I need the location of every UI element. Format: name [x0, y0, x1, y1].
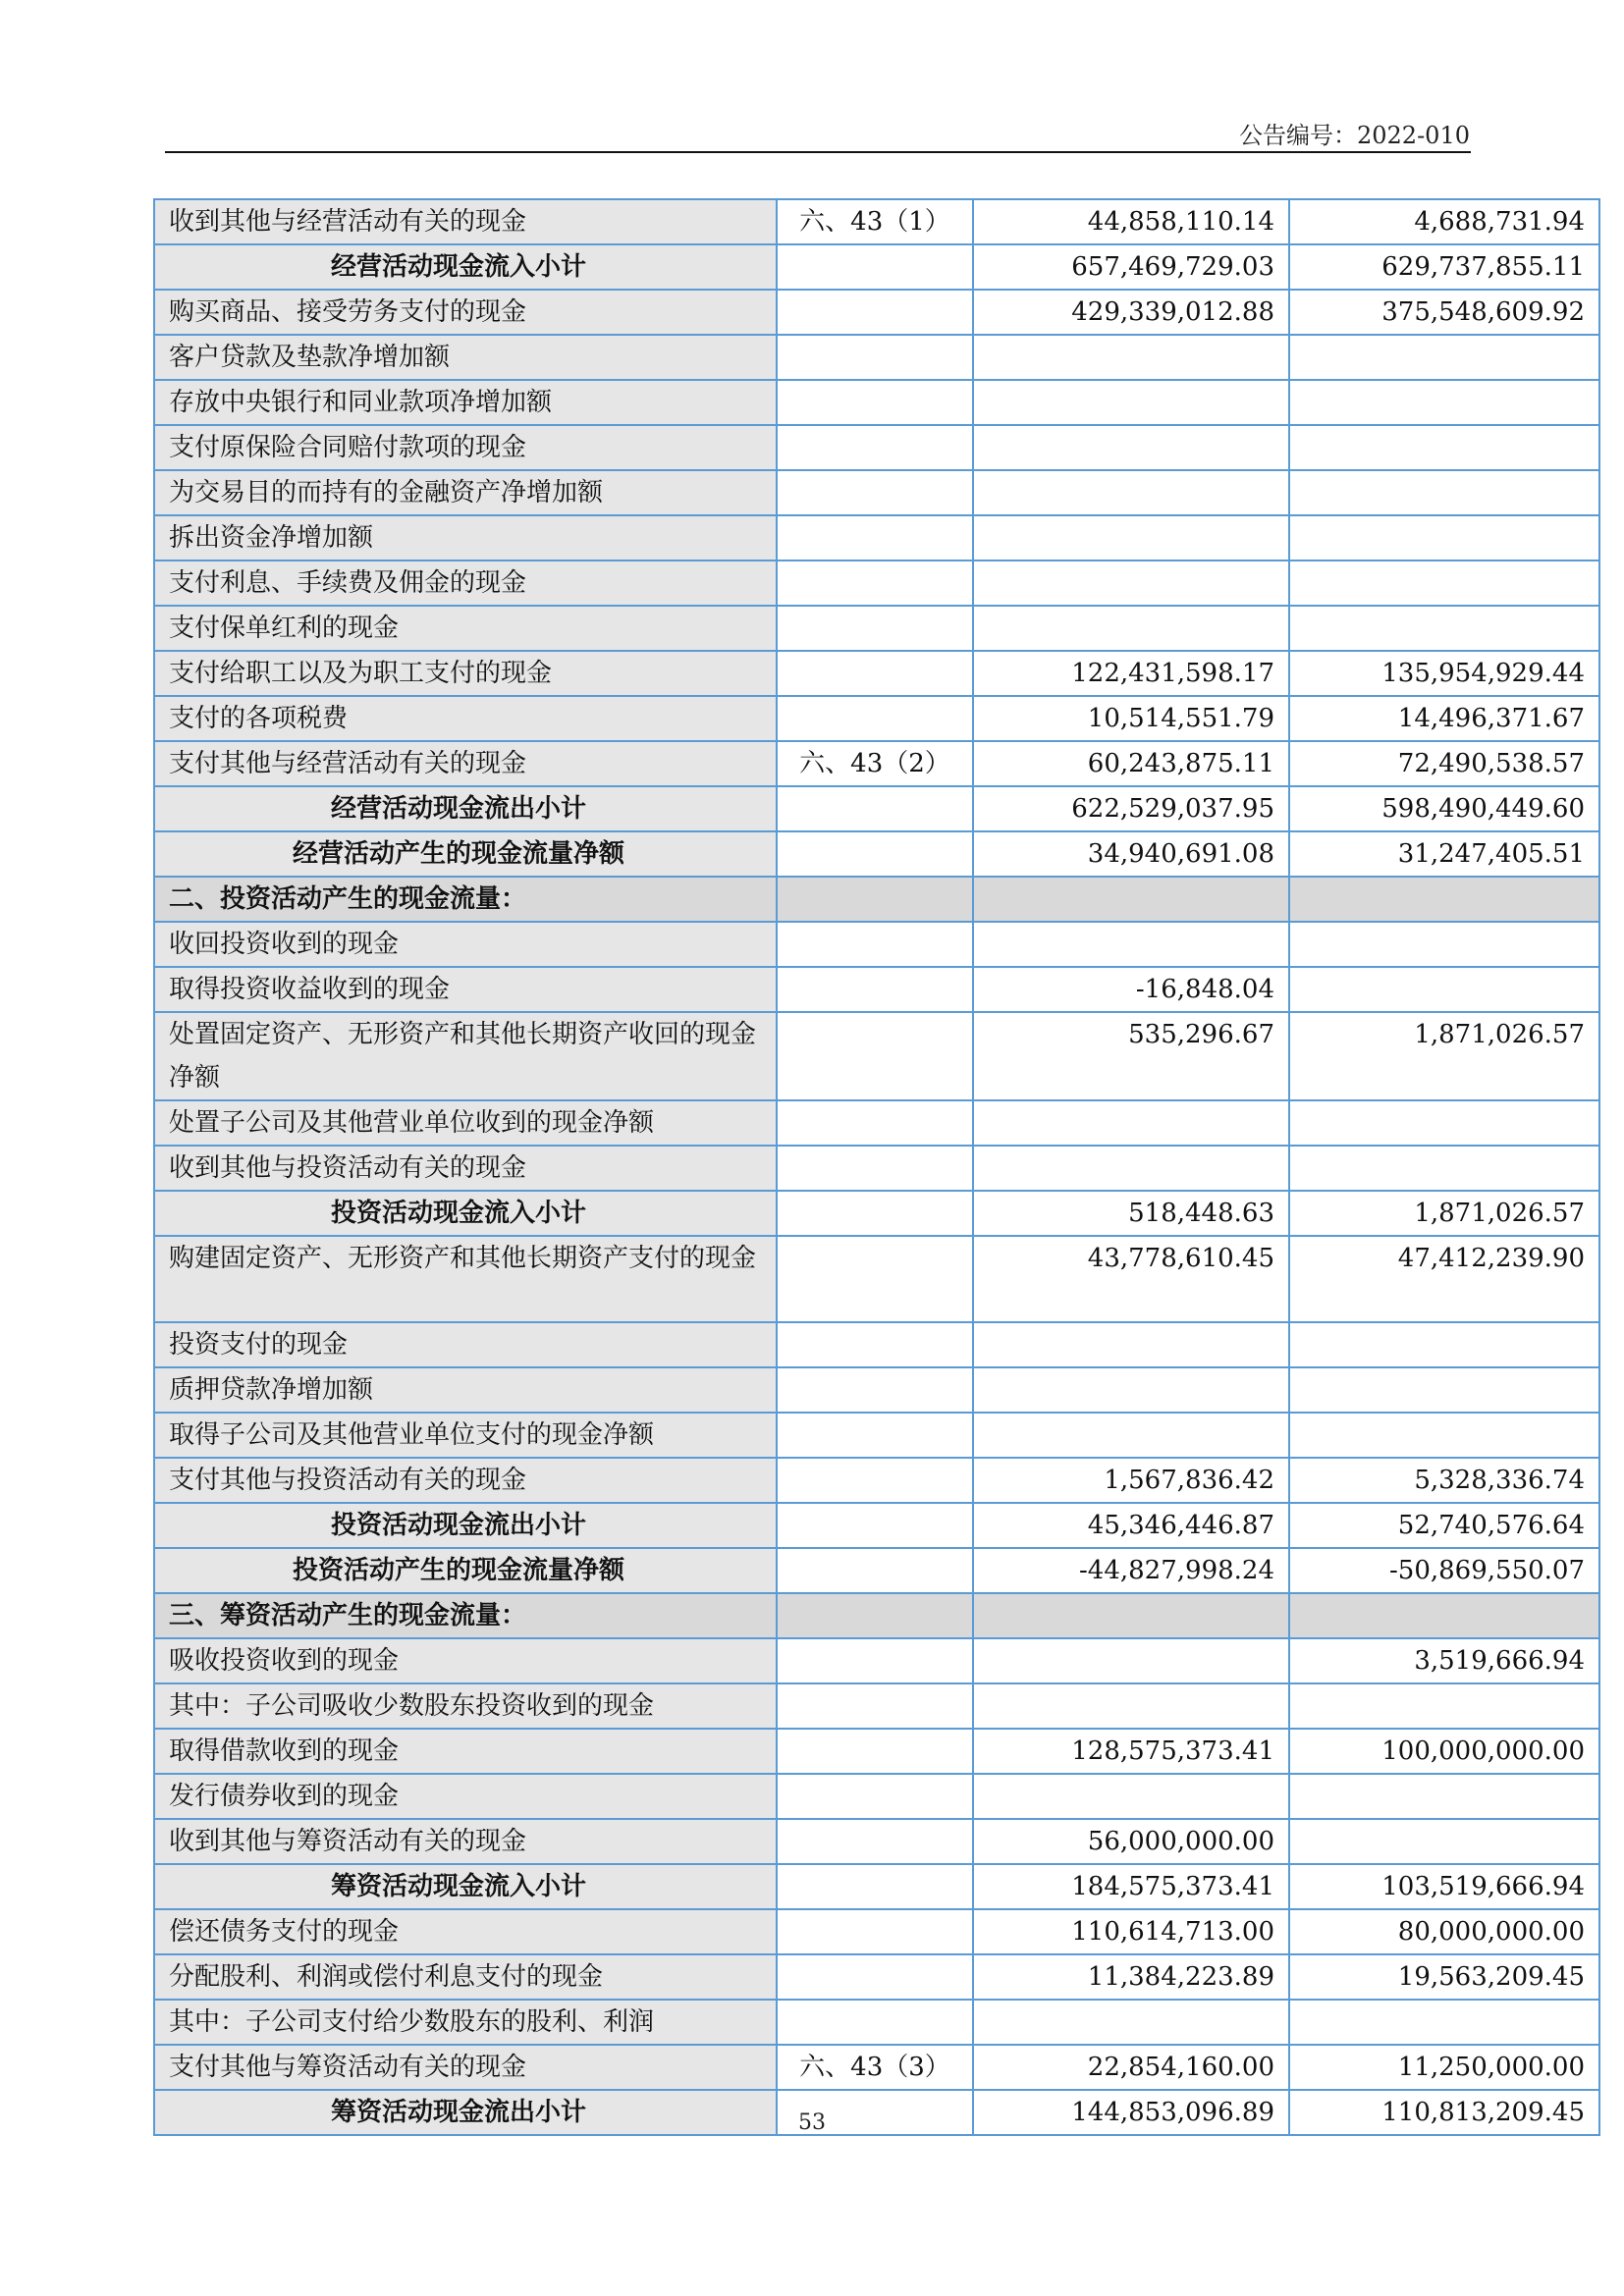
- table-row: [154, 380, 1599, 425]
- previous-period-cell: [1289, 2000, 1599, 2045]
- table-row: [154, 2045, 1599, 2090]
- note-cell: [777, 1819, 973, 1864]
- subtotal-row: [154, 244, 1599, 290]
- current-period-cell: [973, 1593, 1289, 1638]
- item-cell: 收到其他与筹资活动有关的现金: [154, 1819, 777, 1864]
- table-row: [154, 515, 1599, 561]
- note-cell: [777, 1954, 973, 2000]
- item-cell: 吸收投资收到的现金: [154, 1638, 777, 1683]
- current-period-cell: [973, 606, 1289, 651]
- table-row: [154, 470, 1599, 515]
- current-period-cell: 11,384,223.89: [973, 1954, 1289, 2000]
- table-row: [154, 335, 1599, 380]
- note-cell: [777, 1146, 973, 1191]
- item-cell: 支付保单红利的现金: [154, 606, 777, 651]
- previous-period-cell: [1289, 1683, 1599, 1729]
- announcement-number: 公告编号：2022-010: [1239, 122, 1470, 149]
- previous-period-cell: 11,250,000.00: [1289, 2045, 1599, 2090]
- current-period-cell: -44,827,998.24: [973, 1548, 1289, 1593]
- previous-period-cell: [1289, 877, 1599, 922]
- current-period-cell: 45,346,446.87: [973, 1503, 1289, 1548]
- table-row: [154, 561, 1599, 606]
- previous-period-cell: [1289, 1774, 1599, 1819]
- current-period-cell: 44,858,110.14: [973, 199, 1289, 244]
- current-period-cell: [973, 1683, 1289, 1729]
- previous-period-cell: 4,688,731.94: [1289, 199, 1599, 244]
- table-row: [154, 1367, 1599, 1413]
- note-cell: [777, 967, 973, 1012]
- table-row: [154, 696, 1599, 741]
- table-row: [154, 1909, 1599, 1954]
- previous-period-cell: [1289, 425, 1599, 470]
- current-period-cell: [973, 561, 1289, 606]
- item-cell: 投资活动现金流出小计: [154, 1503, 777, 1548]
- previous-period-cell: [1289, 1819, 1599, 1864]
- previous-period-cell: -50,869,550.07: [1289, 1548, 1599, 1593]
- item-cell: 购买商品、接受劳务支付的现金: [154, 290, 777, 335]
- note-cell: [777, 290, 973, 335]
- current-period-cell: [973, 1322, 1289, 1367]
- item-cell: 处置固定资产、无形资产和其他长期资产收回的现金净额: [154, 1012, 777, 1100]
- current-period-cell: [973, 1638, 1289, 1683]
- subtotal-row: [154, 831, 1599, 877]
- previous-period-cell: [1289, 922, 1599, 967]
- item-cell: 支付原保险合同赔付款项的现金: [154, 425, 777, 470]
- item-cell: 处置子公司及其他营业单位收到的现金净额: [154, 1100, 777, 1146]
- note-cell: [777, 922, 973, 967]
- item-cell: 存放中央银行和同业款项净增加额: [154, 380, 777, 425]
- current-period-cell: [973, 1100, 1289, 1146]
- note-cell: [777, 1774, 973, 1819]
- current-period-cell: [973, 922, 1289, 967]
- item-cell: 取得投资收益收到的现金: [154, 967, 777, 1012]
- item-cell: 支付利息、手续费及佣金的现金: [154, 561, 777, 606]
- item-cell: 其中：子公司吸收少数股东投资收到的现金: [154, 1683, 777, 1729]
- table-row: [154, 1458, 1599, 1503]
- current-period-cell: 122,431,598.17: [973, 651, 1289, 696]
- note-cell: [777, 335, 973, 380]
- current-period-cell: [973, 380, 1289, 425]
- item-cell: 三、筹资活动产生的现金流量：: [154, 1593, 777, 1638]
- previous-period-cell: 1,871,026.57: [1289, 1191, 1599, 1236]
- note-cell: [777, 651, 973, 696]
- note-cell: [777, 425, 973, 470]
- note-cell: 六、43（1）: [777, 199, 973, 244]
- previous-period-cell: [1289, 380, 1599, 425]
- subtotal-row: [154, 1864, 1599, 1909]
- current-period-cell: 34,940,691.08: [973, 831, 1289, 877]
- current-period-cell: [973, 877, 1289, 922]
- note-cell: [777, 696, 973, 741]
- previous-period-cell: [1289, 1413, 1599, 1458]
- previous-period-cell: [1289, 1100, 1599, 1146]
- table-row: [154, 1774, 1599, 1819]
- previous-period-cell: 375,548,609.92: [1289, 290, 1599, 335]
- current-period-cell: [973, 425, 1289, 470]
- cash-flow-table-body: [154, 199, 1599, 2135]
- previous-period-cell: [1289, 335, 1599, 380]
- previous-period-cell: 47,412,239.90: [1289, 1236, 1599, 1322]
- previous-period-cell: 110,813,209.45: [1289, 2090, 1599, 2135]
- table-row: [154, 1146, 1599, 1191]
- table-row: [154, 2000, 1599, 2045]
- current-period-cell: 429,339,012.88: [973, 290, 1289, 335]
- table-row: [154, 425, 1599, 470]
- note-cell: [777, 1100, 973, 1146]
- previous-period-cell: [1289, 561, 1599, 606]
- current-period-cell: [973, 515, 1289, 561]
- note-cell: [777, 831, 973, 877]
- table-row: [154, 967, 1599, 1012]
- previous-period-cell: 5,328,336.74: [1289, 1458, 1599, 1503]
- current-period-cell: 535,296.67: [973, 1012, 1289, 1100]
- item-cell: 投资活动产生的现金流量净额: [154, 1548, 777, 1593]
- previous-period-cell: 72,490,538.57: [1289, 741, 1599, 786]
- note-cell: [777, 1191, 973, 1236]
- table-row: [154, 1012, 1599, 1100]
- note-cell: [777, 2000, 973, 2045]
- item-cell: 收回投资收到的现金: [154, 922, 777, 967]
- note-cell: [777, 380, 973, 425]
- previous-period-cell: [1289, 470, 1599, 515]
- current-period-cell: 128,575,373.41: [973, 1729, 1289, 1774]
- note-cell: [777, 1909, 973, 1954]
- table-row: [154, 1322, 1599, 1367]
- note-cell: [777, 1503, 973, 1548]
- section-header-row: [154, 877, 1599, 922]
- item-cell: 经营活动产生的现金流量净额: [154, 831, 777, 877]
- subtotal-row: [154, 1503, 1599, 1548]
- table-row: [154, 651, 1599, 696]
- current-period-cell: [973, 335, 1289, 380]
- table-row: [154, 741, 1599, 786]
- note-cell: 六、43（2）: [777, 741, 973, 786]
- item-cell: 收到其他与投资活动有关的现金: [154, 1146, 777, 1191]
- previous-period-cell: [1289, 1322, 1599, 1367]
- previous-period-cell: [1289, 1146, 1599, 1191]
- item-cell: 客户贷款及垫款净增加额: [154, 335, 777, 380]
- note-cell: [777, 561, 973, 606]
- note-cell: [777, 1593, 973, 1638]
- item-cell: 支付给职工以及为职工支付的现金: [154, 651, 777, 696]
- item-cell: 购建固定资产、无形资产和其他长期资产支付的现金: [154, 1236, 777, 1322]
- current-period-cell: 657,469,729.03: [973, 244, 1289, 290]
- current-period-cell: 518,448.63: [973, 1191, 1289, 1236]
- note-cell: [777, 1458, 973, 1503]
- note-cell: [777, 244, 973, 290]
- previous-period-cell: 80,000,000.00: [1289, 1909, 1599, 1954]
- note-cell: [777, 470, 973, 515]
- previous-period-cell: 31,247,405.51: [1289, 831, 1599, 877]
- item-cell: 拆出资金净增加额: [154, 515, 777, 561]
- current-period-cell: 60,243,875.11: [973, 741, 1289, 786]
- previous-period-cell: 19,563,209.45: [1289, 1954, 1599, 2000]
- current-period-cell: 43,778,610.45: [973, 1236, 1289, 1322]
- current-period-cell: 1,567,836.42: [973, 1458, 1289, 1503]
- subtotal-row: [154, 786, 1599, 831]
- note-cell: [777, 1367, 973, 1413]
- note-cell: [777, 1683, 973, 1729]
- note-cell: [777, 1322, 973, 1367]
- current-period-cell: -16,848.04: [973, 967, 1289, 1012]
- current-period-cell: [973, 1146, 1289, 1191]
- table-row: [154, 606, 1599, 651]
- previous-period-cell: [1289, 1593, 1599, 1638]
- note-cell: [777, 1638, 973, 1683]
- cash-flow-table: [153, 198, 1600, 2136]
- item-cell: 支付其他与投资活动有关的现金: [154, 1458, 777, 1503]
- item-cell: 二、投资活动产生的现金流量：: [154, 877, 777, 922]
- subtotal-row: [154, 1548, 1599, 1593]
- table-row: [154, 1954, 1599, 2000]
- table-row: [154, 199, 1599, 244]
- current-period-cell: 10,514,551.79: [973, 696, 1289, 741]
- item-cell: 经营活动现金流入小计: [154, 244, 777, 290]
- current-period-cell: 144,853,096.89: [973, 2090, 1289, 2135]
- note-cell: [777, 1864, 973, 1909]
- current-period-cell: [973, 470, 1289, 515]
- note-cell: [777, 1413, 973, 1458]
- previous-period-cell: [1289, 606, 1599, 651]
- previous-period-cell: 100,000,000.00: [1289, 1729, 1599, 1774]
- previous-period-cell: 1,871,026.57: [1289, 1012, 1599, 1100]
- table-row: [154, 290, 1599, 335]
- item-cell: 取得子公司及其他营业单位支付的现金净额: [154, 1413, 777, 1458]
- item-cell: 投资活动现金流入小计: [154, 1191, 777, 1236]
- table-row: [154, 1819, 1599, 1864]
- previous-period-cell: 135,954,929.44: [1289, 651, 1599, 696]
- table-row: [154, 1413, 1599, 1458]
- previous-period-cell: 52,740,576.64: [1289, 1503, 1599, 1548]
- note-cell: [777, 515, 973, 561]
- previous-period-cell: 103,519,666.94: [1289, 1864, 1599, 1909]
- current-period-cell: 110,614,713.00: [973, 1909, 1289, 1954]
- item-cell: 筹资活动现金流出小计: [154, 2090, 777, 2135]
- page-number: 53: [798, 2110, 826, 2135]
- item-cell: 投资支付的现金: [154, 1322, 777, 1367]
- header-divider: [165, 151, 1471, 153]
- table-row: [154, 922, 1599, 967]
- item-cell: 发行债券收到的现金: [154, 1774, 777, 1819]
- item-cell: 其中：子公司支付给少数股东的股利、利润: [154, 2000, 777, 2045]
- note-cell: [777, 606, 973, 651]
- previous-period-cell: [1289, 515, 1599, 561]
- item-cell: 支付其他与经营活动有关的现金: [154, 741, 777, 786]
- table-row: [154, 1100, 1599, 1146]
- item-cell: 分配股利、利润或偿付利息支付的现金: [154, 1954, 777, 2000]
- current-period-cell: [973, 1413, 1289, 1458]
- item-cell: 收到其他与经营活动有关的现金: [154, 199, 777, 244]
- item-cell: 经营活动现金流出小计: [154, 786, 777, 831]
- previous-period-cell: 598,490,449.60: [1289, 786, 1599, 831]
- current-period-cell: 56,000,000.00: [973, 1819, 1289, 1864]
- section-header-row: [154, 1593, 1599, 1638]
- item-cell: 偿还债务支付的现金: [154, 1909, 777, 1954]
- note-cell: 六、43（3）: [777, 2045, 973, 2090]
- current-period-cell: 184,575,373.41: [973, 1864, 1289, 1909]
- note-cell: [777, 1236, 973, 1322]
- previous-period-cell: 14,496,371.67: [1289, 696, 1599, 741]
- subtotal-row: [154, 1191, 1599, 1236]
- current-period-cell: [973, 2000, 1289, 2045]
- previous-period-cell: [1289, 967, 1599, 1012]
- table-row: [154, 1638, 1599, 1683]
- note-cell: [777, 786, 973, 831]
- note-cell: [777, 1012, 973, 1100]
- table-row: [154, 1729, 1599, 1774]
- note-cell: [777, 1729, 973, 1774]
- table-row: [154, 1236, 1599, 1322]
- current-period-cell: 22,854,160.00: [973, 2045, 1289, 2090]
- item-cell: 筹资活动现金流入小计: [154, 1864, 777, 1909]
- previous-period-cell: 629,737,855.11: [1289, 244, 1599, 290]
- item-cell: 质押贷款净增加额: [154, 1367, 777, 1413]
- note-cell: [777, 877, 973, 922]
- item-cell: 支付其他与筹资活动有关的现金: [154, 2045, 777, 2090]
- previous-period-cell: 3,519,666.94: [1289, 1638, 1599, 1683]
- current-period-cell: [973, 1367, 1289, 1413]
- item-cell: 支付的各项税费: [154, 696, 777, 741]
- item-cell: 取得借款收到的现金: [154, 1729, 777, 1774]
- current-period-cell: 622,529,037.95: [973, 786, 1289, 831]
- table-row: [154, 1683, 1599, 1729]
- previous-period-cell: [1289, 1367, 1599, 1413]
- current-period-cell: [973, 1774, 1289, 1819]
- note-cell: [777, 1548, 973, 1593]
- item-cell: 为交易目的而持有的金融资产净增加额: [154, 470, 777, 515]
